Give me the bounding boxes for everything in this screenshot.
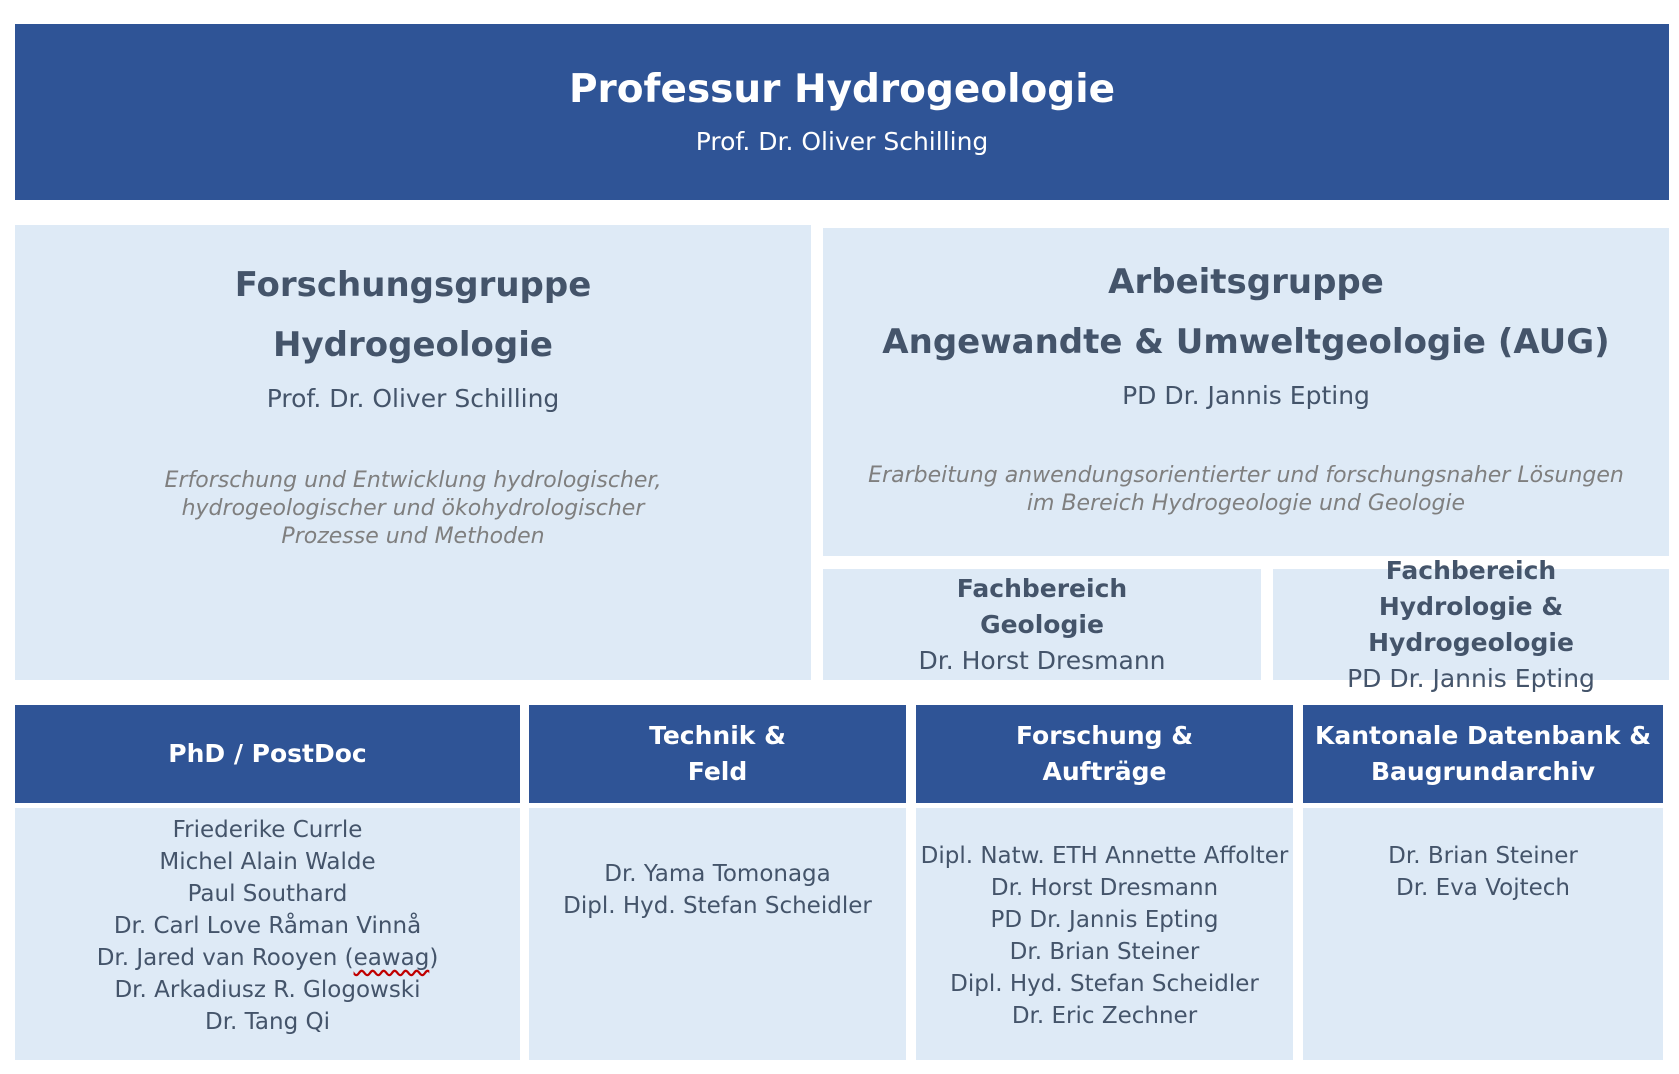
fachbereich-label: Fachbereich — [1385, 555, 1557, 585]
member-name — [97, 942, 439, 974]
member-name: Dr. Yama Tomonaga — [604, 861, 831, 887]
forschungsgruppe-box — [15, 225, 811, 680]
forschungsgruppe-description — [165, 467, 662, 551]
professur-lead: Prof. Dr. Oliver Schilling — [695, 127, 989, 156]
member-name: Dr. Tang Qi — [205, 1009, 330, 1035]
member-name: Dr. Arkadiusz R. Glogowski — [114, 977, 421, 1003]
member-name: PD Dr. Jannis Epting — [990, 907, 1219, 933]
arbeitsgruppe-desc-line2: im Bereich Hydrogeologie und Geologie — [1026, 491, 1466, 516]
unit-title-line1: Technik & — [649, 721, 786, 750]
member-name: Dipl. Hyd. Stefan Scheidler — [950, 971, 1259, 997]
member-name: Friederike Currle — [172, 817, 363, 843]
member-name: Dipl. Natw. ETH Annette Affolter — [920, 843, 1289, 869]
arbeitsgruppe-description — [868, 462, 1624, 518]
member-name: Dr. Carl Love Råman Vinnå — [113, 913, 422, 939]
member-name: Dr. Eric Zechner — [1011, 1003, 1198, 1029]
forschungsgruppe-title-line2: Hydrogeologie — [273, 325, 553, 365]
forschungsgruppe-desc-line1: Erforschung und Entwicklung hydrologischer, — [164, 468, 662, 493]
arbeitsgruppe-desc-line1: Erarbeitung anwendungsorientierter und forschungsnaher Lösungen — [868, 463, 1624, 488]
fachbereich-name: Hydrologie & Hydrogeologie — [1368, 591, 1574, 657]
unit-title-line2: Feld — [687, 757, 748, 786]
member-name: Paul Southard — [187, 881, 348, 907]
unit-header-kantonale-datenbank — [1303, 705, 1663, 803]
unit-title-line2: Baugrundarchiv — [1370, 757, 1596, 786]
forschungsgruppe-desc-line3: Prozesse und Methoden — [281, 524, 545, 549]
arbeitsgruppe-title-line1: Arbeitsgruppe — [1108, 262, 1384, 302]
member-name-part: Dr. Jared van Rooyen ( — [96, 945, 354, 971]
member-name: Dipl. Hyd. Stefan Scheidler — [563, 893, 872, 919]
member-name-part: ) — [429, 945, 439, 971]
unit-members-technik-feld — [529, 808, 906, 1060]
unit-members-phd-postdoc — [15, 808, 520, 1060]
unit-title-line1: Kantonale Datenbank & — [1314, 721, 1652, 750]
unit-title: PhD / PostDoc — [168, 739, 367, 768]
fachbereich-lead: PD Dr. Jannis Epting — [1347, 663, 1595, 693]
unit-header-technik-feld — [529, 705, 906, 803]
unit-title-line2: Aufträge — [1042, 757, 1167, 786]
fachbereich-hydrologie-box — [1273, 555, 1669, 693]
fachbereich-label: Fachbereich — [956, 573, 1128, 603]
unit-members-kantonale-datenbank — [1303, 808, 1663, 1060]
member-name: Dr. Horst Dresmann — [990, 875, 1219, 901]
unit-members-forschung-auftraege — [916, 808, 1293, 1060]
unit-title-line1: Forschung & — [1015, 721, 1194, 750]
member-name: Michel Alain Walde — [159, 849, 376, 875]
member-name: Dr. Eva Vojtech — [1395, 875, 1571, 901]
fachbereich-name: Geologie — [980, 609, 1104, 639]
forschungsgruppe-title-line1: Forschungsgruppe — [234, 265, 592, 305]
arbeitsgruppe-title-line2: Angewandte & Umweltgeologie (AUG) — [882, 322, 1610, 362]
forschungsgruppe-desc-line2: hydrogeologischer und ökohydrologischer — [181, 496, 645, 521]
member-name: Dr. Brian Steiner — [1388, 843, 1578, 869]
member-name: Dr. Brian Steiner — [1009, 939, 1200, 965]
arbeitsgruppe-lead: PD Dr. Jannis Epting — [1122, 381, 1370, 410]
professur-header — [15, 24, 1669, 200]
arbeitsgruppe-box — [823, 228, 1669, 556]
forschungsgruppe-lead: Prof. Dr. Oliver Schilling — [266, 384, 560, 413]
spellcheck-underlined-word: eawag — [353, 945, 430, 971]
fachbereich-geologie-box — [823, 569, 1261, 680]
unit-header-forschung-auftraege — [916, 705, 1293, 803]
professur-title: Professur Hydrogeologie — [568, 67, 1116, 112]
unit-header-phd-postdoc — [15, 705, 520, 803]
fachbereich-lead: Dr. Horst Dresmann — [918, 645, 1166, 675]
